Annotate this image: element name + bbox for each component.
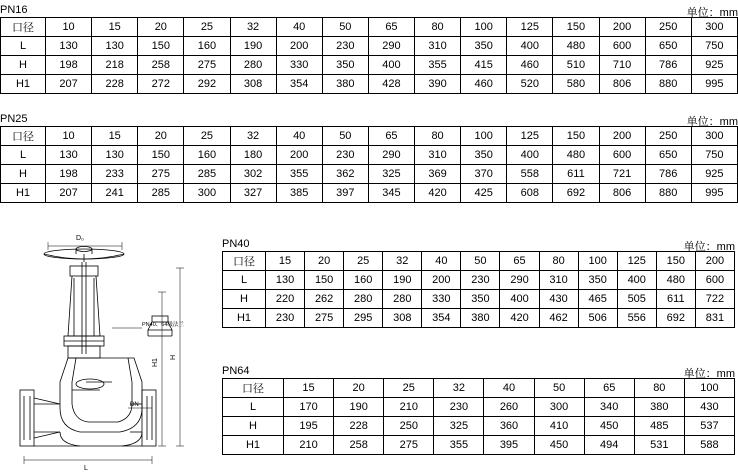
- pn25-cell-2-11: 692: [553, 184, 599, 203]
- pn16-cell-2-2: 272: [138, 75, 184, 94]
- pn64-col-head-3: 25: [384, 379, 434, 398]
- pn25-cell-0-13: 650: [645, 146, 691, 165]
- pn16-col-head-13: 200: [599, 18, 645, 37]
- pn40-row-2-label: H1: [223, 309, 266, 328]
- label-d0: D₀: [76, 235, 84, 242]
- pn25-cell-2-8: 420: [415, 184, 461, 203]
- handwheel-icon: [44, 247, 124, 263]
- pn64-row-1-label: H: [223, 417, 284, 436]
- pn40-col-head-2: 20: [305, 252, 344, 271]
- pn25-row-1-label: H: [1, 165, 46, 184]
- table-row: [1, 165, 738, 184]
- pn25-cell-1-7: 325: [368, 165, 414, 184]
- pn64-table: [222, 378, 735, 455]
- pn64-col-head-0: 口径: [223, 379, 284, 398]
- pn40-cell-0-6: 290: [500, 271, 539, 290]
- pn40-cell-2-3: 308: [383, 309, 422, 328]
- pn25-cell-0-9: 350: [461, 146, 507, 165]
- pn16-table: [0, 17, 738, 94]
- pn25-cell-0-4: 180: [230, 146, 276, 165]
- pn64-cell-2-6: 494: [584, 436, 634, 455]
- pn64-cell-1-4: 360: [484, 417, 534, 436]
- pn25-cell-2-9: 425: [461, 184, 507, 203]
- pn64-title: PN64: [222, 365, 250, 377]
- pn25-cell-1-8: 369: [415, 165, 461, 184]
- pn40-cell-0-10: 480: [656, 271, 695, 290]
- pn16-cell-2-12: 806: [599, 75, 645, 94]
- table-row: [223, 417, 735, 436]
- pn40-col-head-3: 25: [344, 252, 383, 271]
- pn40-col-head-0: 口径: [223, 252, 266, 271]
- pn64-col-head-2: 20: [334, 379, 384, 398]
- pn40-cell-1-4: 330: [422, 290, 461, 309]
- pn25-cell-1-12: 721: [599, 165, 645, 184]
- label-dn: DN: [130, 402, 139, 408]
- pn16-cell-1-1: 218: [92, 56, 138, 75]
- pn16-col-head-14: 250: [645, 18, 691, 37]
- pn16-cell-0-10: 400: [507, 37, 553, 56]
- pn25-col-head-11: 125: [507, 127, 553, 146]
- pn40-cell-0-8: 350: [578, 271, 617, 290]
- pn40-cell-0-7: 310: [539, 271, 578, 290]
- pn64-col-head-6: 50: [534, 379, 584, 398]
- pn64-row-0-label: L: [223, 398, 284, 417]
- pn25-col-head-7: 50: [322, 127, 368, 146]
- pn16-row-1-label: H: [1, 56, 46, 75]
- pn25-cell-2-1: 241: [92, 184, 138, 203]
- pn40-col-head-7: 65: [500, 252, 539, 271]
- pn40-cell-1-7: 430: [539, 290, 578, 309]
- pn40-col-head-12: 200: [695, 252, 734, 271]
- pn40-title: PN40: [222, 238, 250, 250]
- pn16-cell-0-1: 130: [92, 37, 138, 56]
- pn16-cell-2-13: 880: [645, 75, 691, 94]
- pn25-col-head-6: 40: [276, 127, 322, 146]
- pn40-col-head-11: 150: [656, 252, 695, 271]
- pn16-cell-0-7: 290: [368, 37, 414, 56]
- pn40-cell-0-3: 190: [383, 271, 422, 290]
- pn25-col-head-8: 65: [368, 127, 414, 146]
- pn16-cell-1-13: 786: [645, 56, 691, 75]
- pn64-cell-1-5: 410: [534, 417, 584, 436]
- pn64-cell-0-1: 190: [334, 398, 384, 417]
- pn64-cell-2-5: 450: [534, 436, 584, 455]
- pn64-cell-1-6: 450: [584, 417, 634, 436]
- table-header-row: [223, 252, 735, 271]
- pn16-cell-2-9: 460: [461, 75, 507, 94]
- pn40-cell-0-9: 400: [617, 271, 656, 290]
- pn16-cell-0-0: 130: [46, 37, 92, 56]
- pn25-cell-0-1: 130: [92, 146, 138, 165]
- pn25-col-head-14: 250: [645, 127, 691, 146]
- pn64-cell-1-1: 228: [334, 417, 384, 436]
- pn25-cell-0-0: 130: [46, 146, 92, 165]
- pn25-table: [0, 126, 738, 203]
- pn16-col-head-0: 口径: [1, 18, 46, 37]
- pn16-col-head-3: 20: [138, 18, 184, 37]
- pn16-cell-2-3: 292: [184, 75, 230, 94]
- label-h: H: [170, 354, 177, 360]
- table-header-row: [223, 379, 735, 398]
- pn64-row-2-label: H1: [223, 436, 284, 455]
- pn40-cell-1-1: 262: [305, 290, 344, 309]
- pn25-col-head-10: 100: [461, 127, 507, 146]
- pn25-cell-0-3: 160: [184, 146, 230, 165]
- pn16-cell-1-5: 330: [276, 56, 322, 75]
- pn40-cell-2-6: 420: [500, 309, 539, 328]
- pn40-cell-1-11: 722: [695, 290, 734, 309]
- pn25-col-head-3: 20: [138, 127, 184, 146]
- pn25-unit-label: 单位：mm: [686, 116, 738, 128]
- pn16-cell-0-12: 600: [599, 37, 645, 56]
- table-row: [1, 56, 738, 75]
- pn40-cell-1-3: 280: [383, 290, 422, 309]
- pn16-cell-1-14: 925: [691, 56, 737, 75]
- pn16-cell-2-4: 308: [230, 75, 276, 94]
- pn40-cell-0-11: 600: [695, 271, 734, 290]
- pn16-row-0-label: L: [1, 37, 46, 56]
- pn16-col-head-11: 125: [507, 18, 553, 37]
- pn64-cell-0-3: 230: [434, 398, 484, 417]
- pn25-col-head-0: 口径: [1, 127, 46, 146]
- pn40-cell-2-0: 230: [266, 309, 305, 328]
- table-row: [223, 436, 735, 455]
- valve-body: [60, 358, 142, 432]
- pn16-cell-2-7: 428: [368, 75, 414, 94]
- pn25-cell-1-11: 611: [553, 165, 599, 184]
- pn40-title-line: [222, 238, 735, 251]
- pn40-col-head-6: 50: [461, 252, 500, 271]
- pn40-cell-1-0: 220: [266, 290, 305, 309]
- pn25-cell-1-9: 370: [461, 165, 507, 184]
- pn64-unit-label: 单位：mm: [683, 368, 735, 380]
- pn64-cell-1-2: 250: [384, 417, 434, 436]
- pn25-cell-0-5: 200: [276, 146, 322, 165]
- valve-bonnet: [64, 266, 104, 358]
- pn16-col-head-1: 10: [46, 18, 92, 37]
- pn16-cell-2-8: 390: [415, 75, 461, 94]
- pn40-cell-0-0: 130: [266, 271, 305, 290]
- pn64-cell-1-0: 195: [284, 417, 334, 436]
- pn40-cell-1-10: 611: [656, 290, 695, 309]
- pn25-cell-0-8: 310: [415, 146, 461, 165]
- pn64-cell-0-7: 380: [634, 398, 684, 417]
- pn16-cell-1-11: 510: [553, 56, 599, 75]
- pn64-cell-0-6: 340: [584, 398, 634, 417]
- pn16-cell-0-4: 190: [230, 37, 276, 56]
- pn16-cell-2-6: 380: [322, 75, 368, 94]
- pn40-cell-1-6: 400: [500, 290, 539, 309]
- pn16-cell-0-13: 650: [645, 37, 691, 56]
- section-pn64: [222, 365, 735, 455]
- label-l: L: [84, 465, 88, 472]
- pn25-cell-2-6: 397: [322, 184, 368, 203]
- pn40-cell-2-5: 380: [461, 309, 500, 328]
- pn64-cell-2-4: 395: [484, 436, 534, 455]
- pn16-cell-1-8: 355: [415, 56, 461, 75]
- pn16-cell-0-14: 750: [691, 37, 737, 56]
- pn16-cell-2-14: 995: [691, 75, 737, 94]
- pn25-row-2-label: H1: [1, 184, 46, 203]
- table-row: [223, 271, 735, 290]
- pn64-cell-2-0: 210: [284, 436, 334, 455]
- table-row: [1, 37, 738, 56]
- table-row: [223, 398, 735, 417]
- pn40-col-head-4: 32: [383, 252, 422, 271]
- pn25-cell-0-7: 290: [368, 146, 414, 165]
- table-row: [223, 290, 735, 309]
- pn16-cell-0-11: 480: [553, 37, 599, 56]
- pn40-cell-0-2: 160: [344, 271, 383, 290]
- table-row: [1, 146, 738, 165]
- pn25-cell-1-1: 233: [92, 165, 138, 184]
- pn25-cell-1-10: 558: [507, 165, 553, 184]
- pn25-cell-0-2: 150: [138, 146, 184, 165]
- pn64-cell-1-7: 485: [634, 417, 684, 436]
- pn25-col-head-13: 200: [599, 127, 645, 146]
- pn64-col-head-8: 80: [634, 379, 684, 398]
- pn16-title: PN16: [0, 4, 28, 16]
- pn25-col-head-5: 32: [230, 127, 276, 146]
- pn25-cell-2-4: 327: [230, 184, 276, 203]
- pn16-cell-1-0: 198: [46, 56, 92, 75]
- pn25-row-0-label: L: [1, 146, 46, 165]
- pn16-col-head-8: 65: [368, 18, 414, 37]
- section-pn40: [222, 238, 735, 328]
- pn25-col-head-1: 10: [46, 127, 92, 146]
- pn16-cell-1-2: 258: [138, 56, 184, 75]
- pn25-cell-0-10: 400: [507, 146, 553, 165]
- pn25-cell-1-0: 198: [46, 165, 92, 184]
- pn40-col-head-10: 125: [617, 252, 656, 271]
- pn64-col-head-1: 15: [284, 379, 334, 398]
- pn40-cell-1-2: 280: [344, 290, 383, 309]
- pn40-row-0-label: L: [223, 271, 266, 290]
- pn40-cell-2-1: 275: [305, 309, 344, 328]
- pn64-cell-0-4: 260: [484, 398, 534, 417]
- pn25-cell-0-6: 230: [322, 146, 368, 165]
- pn64-cell-2-2: 275: [384, 436, 434, 455]
- pn16-unit-label: 单位：mm: [686, 7, 738, 19]
- pn64-cell-0-5: 300: [534, 398, 584, 417]
- pn25-title-line: [0, 113, 738, 126]
- pn25-col-head-4: 25: [184, 127, 230, 146]
- pn25-cell-2-12: 806: [599, 184, 645, 203]
- pn40-cell-1-5: 350: [461, 290, 500, 309]
- pn40-cell-2-2: 295: [344, 309, 383, 328]
- pn40-col-head-1: 15: [266, 252, 305, 271]
- pn25-cell-1-2: 275: [138, 165, 184, 184]
- pn64-cell-2-1: 258: [334, 436, 384, 455]
- table-row: [1, 184, 738, 203]
- pn40-col-head-9: 100: [578, 252, 617, 271]
- table-row: [223, 309, 735, 328]
- pn16-col-head-2: 15: [92, 18, 138, 37]
- pn64-col-head-4: 32: [434, 379, 484, 398]
- dimension-lines: [24, 242, 184, 464]
- pn40-cell-1-8: 465: [578, 290, 617, 309]
- label-flange-note: PN40、64级法兰: [142, 322, 184, 328]
- pn16-cell-2-5: 354: [276, 75, 322, 94]
- pn16-cell-2-0: 207: [46, 75, 92, 94]
- pn25-col-head-9: 80: [415, 127, 461, 146]
- valve-assembly-drawing: [2, 232, 212, 472]
- pn64-cell-0-2: 210: [384, 398, 434, 417]
- pn25-cell-1-13: 786: [645, 165, 691, 184]
- pn64-cell-0-0: 170: [284, 398, 334, 417]
- pn25-cell-1-14: 925: [691, 165, 737, 184]
- pn16-cell-0-6: 230: [322, 37, 368, 56]
- table-row: [1, 75, 738, 94]
- pn16-col-head-12: 150: [553, 18, 599, 37]
- pn40-row-1-label: H: [223, 290, 266, 309]
- pn25-cell-2-14: 995: [691, 184, 737, 203]
- pn16-cell-1-12: 710: [599, 56, 645, 75]
- pn16-cell-0-9: 350: [461, 37, 507, 56]
- pn25-cell-0-14: 750: [691, 146, 737, 165]
- pn64-col-head-7: 65: [584, 379, 634, 398]
- pn40-cell-0-5: 230: [461, 271, 500, 290]
- left-flange: [20, 390, 60, 446]
- pn16-cell-1-7: 400: [368, 56, 414, 75]
- pn16-cell-1-10: 460: [507, 56, 553, 75]
- pn25-title: PN25: [0, 113, 28, 125]
- pn16-row-2-label: H1: [1, 75, 46, 94]
- pn64-title-line: [222, 365, 735, 378]
- pn16-cell-1-4: 280: [230, 56, 276, 75]
- pn25-cell-1-6: 362: [322, 165, 368, 184]
- pn64-cell-0-8: 430: [684, 398, 734, 417]
- pn16-col-head-7: 50: [322, 18, 368, 37]
- pn25-cell-2-7: 345: [368, 184, 414, 203]
- pn16-cell-0-2: 150: [138, 37, 184, 56]
- pn25-cell-1-3: 285: [184, 165, 230, 184]
- pn16-col-head-9: 80: [415, 18, 461, 37]
- pn25-col-head-15: 300: [691, 127, 737, 146]
- pn64-cell-2-3: 355: [434, 436, 484, 455]
- pn40-col-head-5: 40: [422, 252, 461, 271]
- pn25-cell-2-2: 285: [138, 184, 184, 203]
- right-flange: [130, 390, 156, 446]
- pn16-col-head-4: 25: [184, 18, 230, 37]
- pn25-cell-1-5: 355: [276, 165, 322, 184]
- pn16-col-head-10: 100: [461, 18, 507, 37]
- pn25-cell-2-10: 608: [507, 184, 553, 203]
- pn16-cell-0-5: 200: [276, 37, 322, 56]
- pn64-cell-1-3: 325: [434, 417, 484, 436]
- pn64-cell-2-8: 588: [684, 436, 734, 455]
- section-pn16: [0, 4, 738, 94]
- pn16-cell-2-1: 228: [92, 75, 138, 94]
- pn16-cell-1-3: 275: [184, 56, 230, 75]
- label-h1: H1: [152, 358, 159, 367]
- pn16-title-line: [0, 4, 738, 17]
- pn40-col-head-8: 80: [539, 252, 578, 271]
- pn16-cell-1-9: 415: [461, 56, 507, 75]
- pn25-cell-0-11: 480: [553, 146, 599, 165]
- pn25-cell-2-5: 385: [276, 184, 322, 203]
- pn16-col-head-6: 40: [276, 18, 322, 37]
- table-header-row: [1, 127, 738, 146]
- section-pn25: [0, 113, 738, 203]
- pn25-col-head-12: 150: [553, 127, 599, 146]
- pn16-cell-1-6: 350: [322, 56, 368, 75]
- pn40-cell-2-7: 462: [539, 309, 578, 328]
- pn40-cell-1-9: 505: [617, 290, 656, 309]
- pn64-cell-2-7: 531: [634, 436, 684, 455]
- pn16-col-head-15: 300: [691, 18, 737, 37]
- pn25-cell-2-3: 300: [184, 184, 230, 203]
- pn40-cell-2-10: 692: [656, 309, 695, 328]
- pn25-cell-2-13: 880: [645, 184, 691, 203]
- pn16-cell-0-8: 310: [415, 37, 461, 56]
- pn25-cell-0-12: 600: [599, 146, 645, 165]
- pn40-cell-0-4: 200: [422, 271, 461, 290]
- pn64-col-head-9: 100: [684, 379, 734, 398]
- pn40-unit-label: 单位：mm: [683, 241, 735, 253]
- pn64-col-head-5: 40: [484, 379, 534, 398]
- pn40-cell-0-1: 150: [305, 271, 344, 290]
- pn40-cell-2-11: 831: [695, 309, 734, 328]
- table-header-row: [1, 18, 738, 37]
- pn40-cell-2-4: 354: [422, 309, 461, 328]
- pn40-cell-2-9: 556: [617, 309, 656, 328]
- pn16-cell-2-10: 520: [507, 75, 553, 94]
- pn16-cell-2-11: 580: [553, 75, 599, 94]
- pn25-col-head-2: 15: [92, 127, 138, 146]
- pn16-col-head-5: 32: [230, 18, 276, 37]
- pn40-cell-2-8: 506: [578, 309, 617, 328]
- pn64-cell-1-8: 537: [684, 417, 734, 436]
- pn25-cell-2-0: 207: [46, 184, 92, 203]
- pn40-table: [222, 251, 735, 328]
- pn25-cell-1-4: 302: [230, 165, 276, 184]
- pn16-cell-0-3: 160: [184, 37, 230, 56]
